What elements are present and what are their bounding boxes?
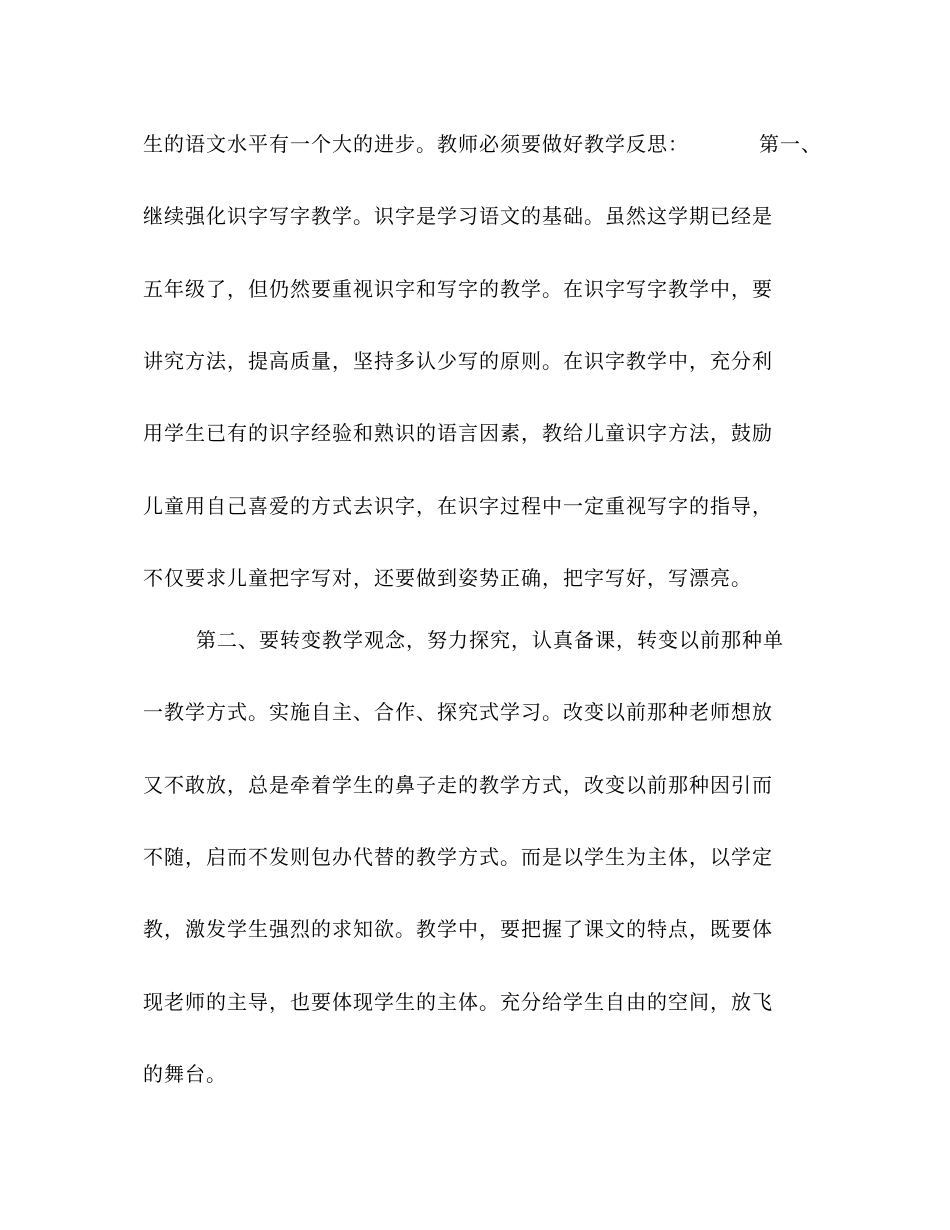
text-line: 一教学方式。实施自主、合作、探究式学习。改变以前那种老师想放 [143, 700, 773, 724]
text-line: 用学生已有的识字经验和熟识的语言因素，教给儿童识字方法，鼓励 [143, 421, 773, 445]
text-line: 讲究方法，提高质量，坚持多认少写的原则。在识字教学中，充分利 [143, 349, 773, 373]
text-segment: 生的语文水平有一个大的进步。教师必须要做好教学反思： [143, 132, 689, 156]
text-segment: 第一、 [759, 132, 822, 156]
paragraph-start-line: 第二、要转变教学观念，努力探究，认真备课，转变以前那种单 [196, 628, 784, 652]
text-line: 儿童用自己喜爱的方式去识字，在识字过程中一定重视写字的指导， [143, 494, 773, 518]
text-line: 教，激发学生强烈的求知欲。教学中，要把握了课文的特点，既要体 [143, 917, 773, 941]
text-line: 继续强化识字写字教学。识字是学习语文的基础。虽然这学期已经是 [143, 204, 773, 228]
text-line: 不随，启而不发则包办代替的教学方式。而是以学生为主体，以学定 [143, 845, 773, 869]
text-line: 的舞台。 [143, 1062, 227, 1086]
text-line: 又不敢放，总是牵着学生的鼻子走的教学方式，改变以前那种因引而 [143, 773, 773, 797]
text-line [143, 132, 822, 156]
text-line: 不仅要求儿童把字写对，还要做到姿势正确，把字写好，写漂亮。 [143, 566, 752, 590]
text-line: 五年级了，但仍然要重视识字和写字的教学。在识字写字教学中，要 [143, 277, 773, 301]
text-line: 现老师的主导，也要体现学生的主体。充分给学生自由的空间，放飞 [143, 990, 773, 1014]
